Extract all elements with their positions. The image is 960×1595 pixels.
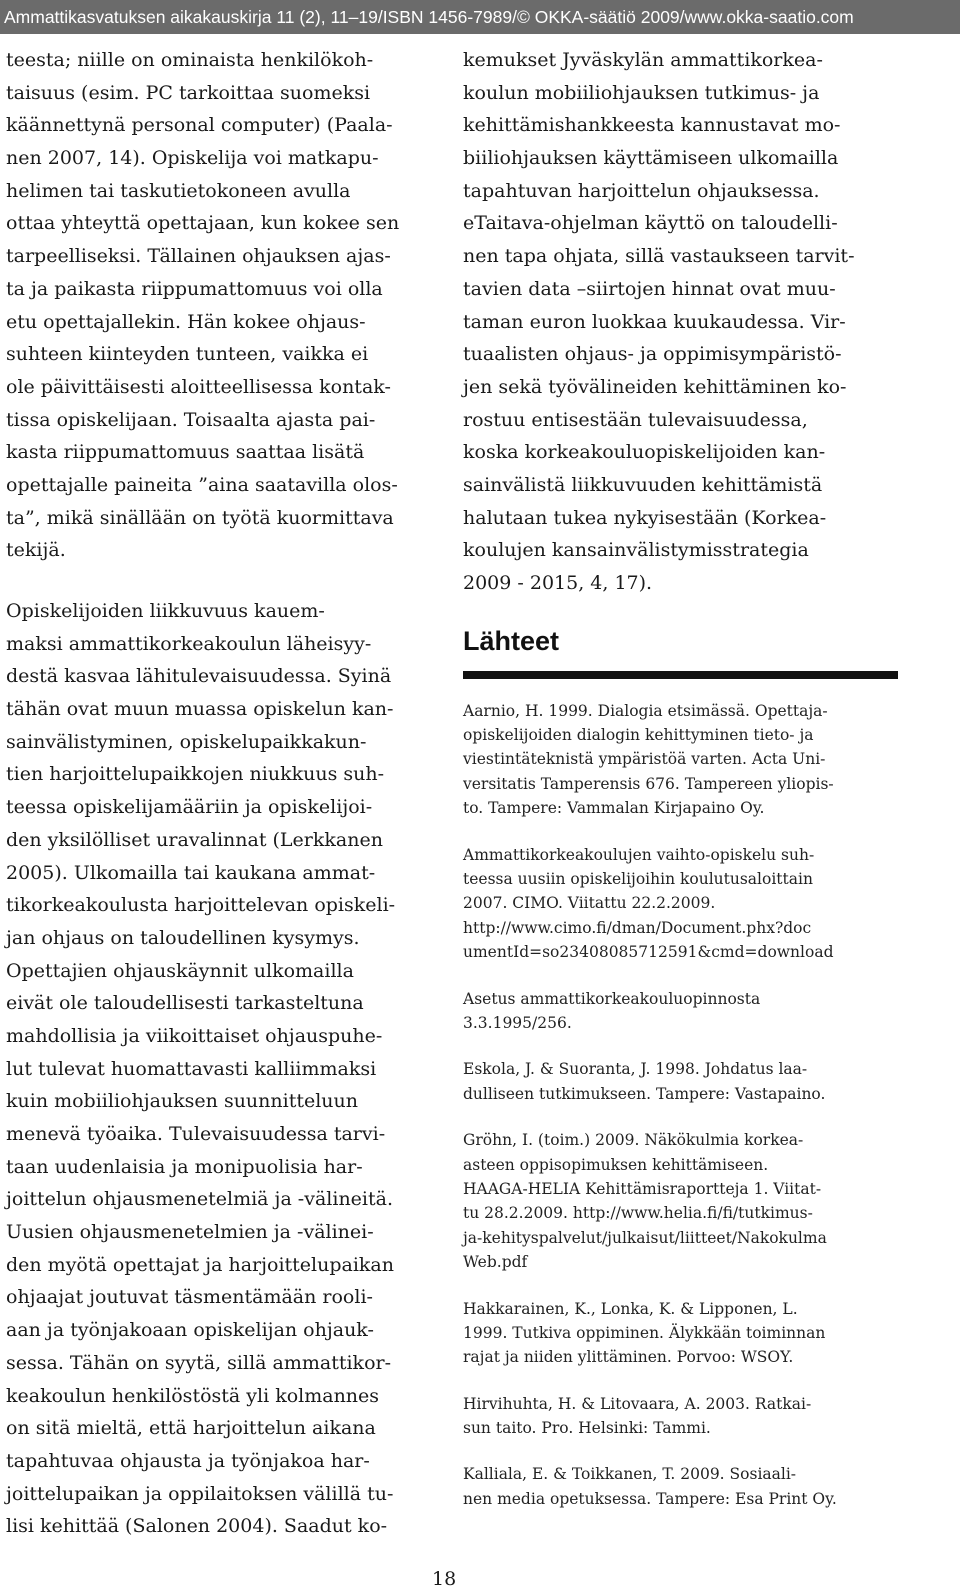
text-line: tapahtuvaa ohjausta ja työnjakoa har- bbox=[6, 1449, 370, 1472]
reference-line: versitatis Tamperensis 676. Tampereen yliopis- bbox=[463, 774, 834, 793]
journal-header-text: Ammattikasvatuksen aikakauskirja 11 (2), 11–19/ISBN 1456-7989/© OKKA-säätiö 2009/www.okka-saatio.com bbox=[4, 7, 854, 27]
text-line: nen 2007, 14). Opiskelija voi matkapu- bbox=[6, 147, 379, 170]
reference-line: Gröhn, I. (toim.) 2009. Näkökulmia korkea- bbox=[463, 1131, 804, 1150]
reference-line: nen media opetuksessa. Tampere: Esa Print Oy. bbox=[463, 1489, 837, 1508]
reference-entry bbox=[463, 699, 898, 821]
reference-line: HAAGA-HELIA Kehittämisraportteja 1. Viitat- bbox=[463, 1179, 822, 1198]
reference-line: Kalliala, E. & Toikkanen, T. 2009. Sosiaali- bbox=[463, 1465, 797, 1484]
text-line: sainvälistä liikkuvuuden kehittämistä bbox=[463, 473, 823, 496]
text-line: käännettynä personal computer) (Paala- bbox=[6, 114, 393, 137]
reference-line: umentId=so23408085712591&cmd=download bbox=[463, 943, 834, 962]
reference-line: rajat ja niiden ylittäminen. Porvoo: WSOY. bbox=[463, 1348, 794, 1367]
text-line: rostuu entisestään tulevaisuudessa, bbox=[463, 408, 808, 431]
text-line: menevä työaika. Tulevaisuudessa tarvi- bbox=[6, 1123, 386, 1145]
references-list bbox=[463, 699, 898, 1512]
reference-line: Hirvihuhta, H. & Litovaara, A. 2003. Ratkai- bbox=[463, 1394, 812, 1413]
text-line: keakoulun henkilöstöstä yli kolmannes bbox=[6, 1384, 380, 1407]
reference-line: ja-kehityspalvelut/julkaisut/liitteet/Nakokulma bbox=[463, 1228, 827, 1247]
reference-entry bbox=[463, 843, 898, 965]
text-line: jan ohjaus on taloudellinen kysymys. bbox=[6, 926, 360, 949]
reference-entry bbox=[463, 1128, 898, 1274]
text-line: tissa opiskelijaan. Toisaalta ajasta pai- bbox=[6, 408, 376, 431]
text-line: Uusien ohjausmenetelmien ja -välinei- bbox=[6, 1221, 374, 1244]
text-line: tekijä. bbox=[6, 539, 66, 562]
reference-line: dulliseen tutkimukseen. Tampere: Vastapaino. bbox=[463, 1084, 826, 1103]
reference-line: 2007. CIMO. Viitattu 22.2.2009. bbox=[463, 894, 716, 913]
text-line: koulujen kansainvälistymisstrategia bbox=[463, 539, 809, 562]
text-line: teesta; niille on ominaista henkilökoh- bbox=[6, 49, 374, 71]
text-line: koulun mobiiliohjauksen tutkimus- ja bbox=[463, 81, 820, 104]
text-line: maksi ammattikorkeakoulun läheisyy- bbox=[6, 632, 372, 655]
reference-line: viestintäteknistä ympäristöä varten. Acta Uni- bbox=[463, 750, 826, 769]
references-heading: Lähteet bbox=[463, 625, 560, 656]
text-line: kehittämishankkeesta kannustavat mo- bbox=[463, 114, 841, 137]
text-line: sainvälistyminen, opiskelupaikkakun- bbox=[6, 730, 367, 753]
reference-line: opiskelijoiden dialogin kehittyminen tieto- ja bbox=[463, 726, 814, 745]
journal-header bbox=[0, 0, 960, 34]
text-line: biiliohjauksen käyttämiseen ulkomailla bbox=[463, 147, 839, 170]
text-line: taisuus (esim. PC tarkoittaa suomeksi bbox=[6, 81, 371, 104]
text-line: Opiskelijoiden liikkuvuus kauem- bbox=[6, 600, 325, 622]
reference-line: sun taito. Pro. Helsinki: Tammi. bbox=[463, 1419, 711, 1438]
text-line: Opettajien ohjauskäynnit ulkomailla bbox=[6, 959, 354, 982]
text-line: den yksilölliset uravalinnat (Lerkkanen bbox=[6, 828, 383, 851]
text-line: kemukset Jyväskylän ammattikorkea- bbox=[463, 49, 823, 71]
text-line: tarpeelliseksi. Tällainen ohjauksen ajas- bbox=[6, 245, 391, 268]
reference-entry bbox=[463, 1297, 898, 1370]
text-line: 2009 - 2015, 4, 17). bbox=[463, 572, 653, 594]
text-line: eivät ole taloudellisesti tarkasteltuna bbox=[6, 992, 364, 1015]
text-line: tavien data –siirtojen hinnat ovat muu- bbox=[463, 277, 836, 300]
text-line: helimen tai taskutietokoneen avulla bbox=[6, 179, 351, 202]
reference-entry bbox=[463, 987, 898, 1036]
text-line: halutaan tukea nykyisestään (Korkea- bbox=[463, 506, 827, 529]
left-paragraph-1 bbox=[6, 44, 436, 567]
references-divider bbox=[463, 671, 898, 679]
text-line: ta”, mikä sinällään on työtä kuormittava bbox=[6, 506, 394, 529]
reference-line: to. Tampere: Vammalan Kirjapaino Oy. bbox=[463, 799, 765, 818]
reference-entry bbox=[463, 1462, 898, 1511]
text-line: teessa opiskelijamääriin ja opiskelijoi- bbox=[6, 796, 373, 819]
text-line: tikorkeakoulusta harjoittelevan opiskeli- bbox=[6, 894, 396, 917]
text-line: joittelun ohjausmenetelmiä ja -välineitä. bbox=[6, 1188, 394, 1211]
reference-line: Eskola, J. & Suoranta, J. 1998. Johdatus laa- bbox=[463, 1060, 808, 1079]
text-line: sessa. Tähän on syytä, sillä ammattikor- bbox=[6, 1351, 392, 1374]
text-line: ole päivittäisesti aloitteellisessa kontak- bbox=[6, 375, 391, 398]
reference-entry bbox=[463, 1057, 898, 1106]
text-line: nen tapa ohjata, sillä vastaukseen tarvit- bbox=[463, 245, 855, 268]
reference-line: asteen oppisopimuksen kehittämiseen. bbox=[463, 1155, 769, 1174]
text-line: jen sekä työvälineiden kehittäminen ko- bbox=[463, 375, 847, 398]
text-line: kuin mobiiliohjauksen suunnitteluun bbox=[6, 1090, 359, 1113]
reference-line: http://www.cimo.fi/dman/Document.phx?doc bbox=[463, 918, 812, 937]
paragraph-gap bbox=[6, 567, 436, 595]
reference-line: Web.pdf bbox=[463, 1253, 528, 1272]
right-column bbox=[463, 44, 898, 1533]
text-line: koska korkeakouluopiskelijoiden kan- bbox=[463, 441, 826, 464]
text-line: destä kasvaa lähitulevaisuudessa. Syinä bbox=[6, 665, 392, 688]
reference-entry bbox=[463, 1392, 898, 1441]
text-line: kasta riippumattomuus saattaa lisätä bbox=[6, 441, 365, 464]
text-line: on sitä mieltä, että harjoittelun aikana bbox=[6, 1417, 376, 1440]
reference-line: teessa uusiin opiskelijoihin koulutusaloittain bbox=[463, 870, 813, 889]
text-line: tapahtuvan harjoittelun ohjauksessa. bbox=[463, 179, 820, 202]
reference-line: 3.3.1995/256. bbox=[463, 1013, 572, 1032]
text-line: suhteen kiinteyden tunteen, vaikka ei bbox=[6, 343, 369, 366]
text-line: den myötä opettajat ja harjoittelupaikan bbox=[6, 1253, 394, 1276]
reference-line: Asetus ammattikorkeakouluopinnosta bbox=[463, 989, 761, 1008]
reference-line: 1999. Tutkiva oppiminen. Älykkään toiminnan bbox=[463, 1323, 826, 1342]
text-line: lisi kehittää (Salonen 2004). Saadut ko- bbox=[6, 1515, 388, 1538]
text-line: opettajalle paineita ”aina saatavilla olos- bbox=[6, 473, 398, 496]
text-line: etu opettajallekin. Hän kokee ohjaus- bbox=[6, 310, 366, 333]
text-line: eTaitava-ohjelman käyttö on taloudelli- bbox=[463, 212, 838, 235]
text-line: ottaa yhteyttä opettajaan, kun kokee sen bbox=[6, 212, 400, 235]
text-line: tien harjoittelupaikkojen niukkuus suh- bbox=[6, 763, 385, 786]
text-line: ta ja paikasta riippumattomuus voi olla bbox=[6, 277, 383, 300]
text-line: joittelupaikan ja oppilaitoksen välillä tu- bbox=[6, 1482, 394, 1505]
reference-line: Ammattikorkeakoulujen vaihto-opiskelu suh- bbox=[463, 845, 815, 864]
text-line: mahdollisia ja viikoittaiset ohjauspuhe- bbox=[6, 1024, 383, 1047]
text-line: ohjaajat joutuvat täsmentämään rooli- bbox=[6, 1286, 373, 1309]
reference-line: tu 28.2.2009. http://www.helia.fi/fi/tutkimus- bbox=[463, 1204, 813, 1223]
reference-line: Aarnio, H. 1999. Dialogia etsimässä. Opettaja- bbox=[463, 701, 828, 720]
page-number: 18 bbox=[432, 1568, 457, 1590]
reference-line: Hakkarainen, K., Lonka, K. & Lipponen, L. bbox=[463, 1299, 798, 1318]
left-paragraph-2 bbox=[6, 595, 436, 1543]
text-line: aan ja työnjakoaan opiskelijan ohjauk- bbox=[6, 1319, 374, 1342]
left-column bbox=[6, 44, 436, 1543]
right-paragraph-1 bbox=[463, 44, 898, 600]
text-line: 2005). Ulkomailla tai kaukana ammat- bbox=[6, 861, 376, 884]
text-line: taman euron luokkaa kuukaudessa. Vir- bbox=[463, 310, 846, 333]
text-line: taan uudenlaisia ja monipuolisia har- bbox=[6, 1155, 363, 1178]
text-line: tuaalisten ohjaus- ja oppimisympäristö- bbox=[463, 343, 842, 366]
text-line: tähän ovat muun muassa opiskelun kan- bbox=[6, 698, 394, 721]
text-line: lut tulevat huomattavasti kalliimmaksi bbox=[6, 1057, 377, 1080]
